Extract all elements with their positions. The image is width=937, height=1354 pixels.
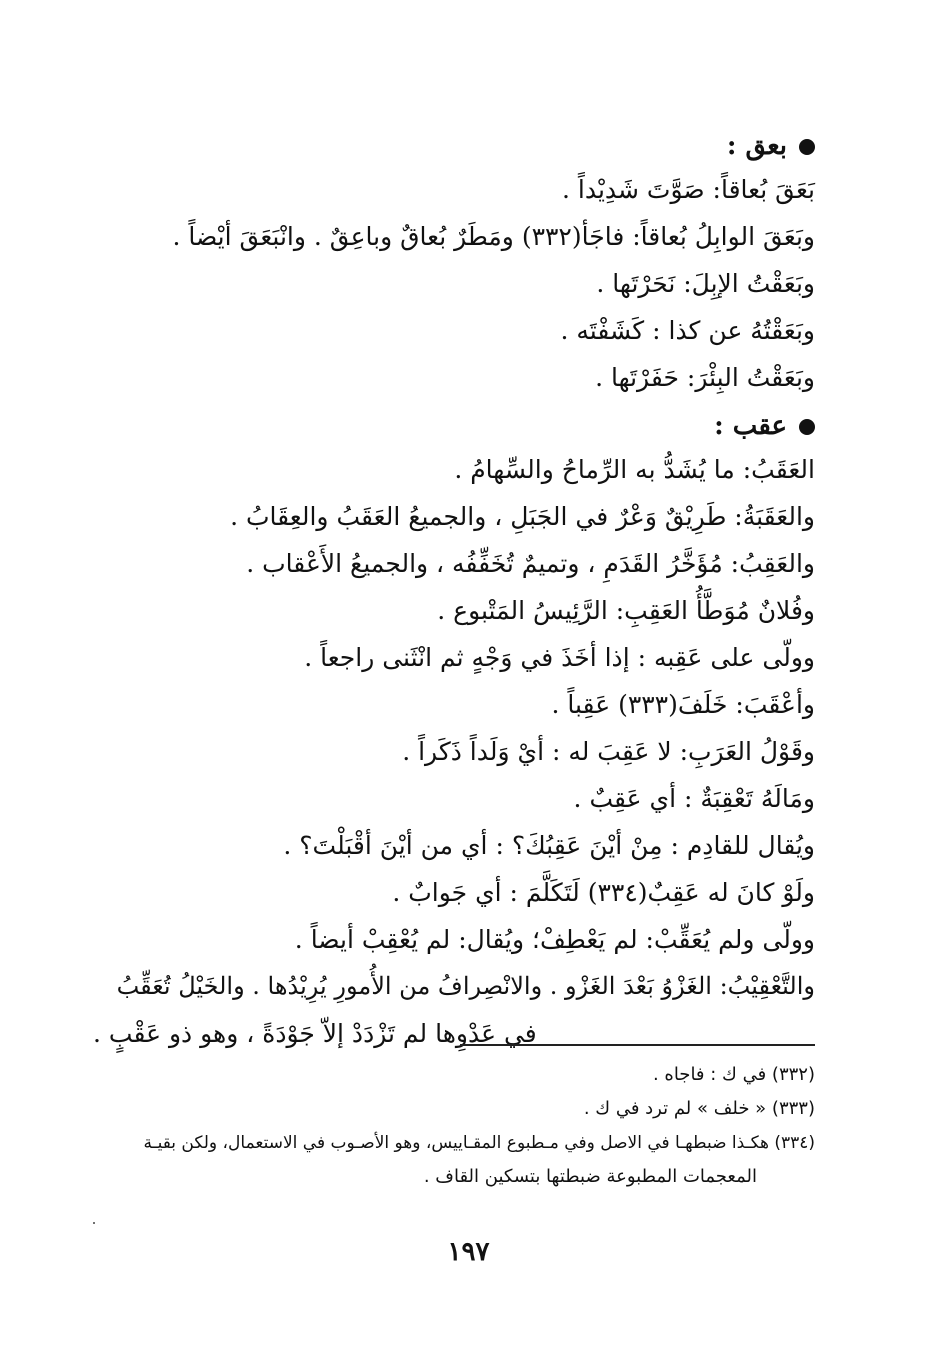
entry-line: ولَوْ كانَ له عَقِبٌ(٣٣٤) لَتَكَلَّمَ : أي جَوابٌ . [392, 878, 815, 907]
entry-line: وبَعَقْتُ الإبِلَ: نَحَرْتَها . [596, 269, 815, 298]
entry-heading [95, 128, 815, 164]
entry-line: وولّى على عَقِبه : إذا أخَذَ في وَجْهٍ ثم انْثَنى راجعاً . [304, 643, 815, 672]
entry-line: والعَقَبَةُ: طَرِيْقٌ وَعْرٌ في الجَبَلِ ، والجميعُ العَقَبُ والعِقَابُ . [230, 502, 815, 531]
entry-line: وولّى ولم يُعَقِّبْ: لم يَعْطِفْ؛ ويُقال: لم يُعْقِبْ أيضاً . [294, 925, 815, 954]
footnote: (٣٣٤) هكـذا ضبطهـا في الاصل وفي مـطبوع المقـاييس، وهو الأصـوب في الاستعمال، ولكن بقيـة [143, 1133, 815, 1153]
entry-heading-text: بعق : [726, 131, 787, 161]
entry-line: والعَقِبُ: مُؤَخَّرُ القَدَمِ ، وتميمٌ تُخَفِّفُه ، والجميعُ الأَعْقاب . [246, 549, 815, 578]
entry-line-text: في عَدْوِها لم تَزْدَدْ إلاّ جَوْدَةً ، وهو ذو عَقْبٍ . [93, 1019, 537, 1048]
entry-heading [95, 408, 815, 444]
entry-line: ويُقال للقادِم : مِنْ أيْنَ عَقِبُكَ؟ : أي من أيْنَ أقْبَلْتَ؟ . [283, 831, 815, 860]
footnote-separator [460, 1044, 815, 1046]
page-number: ١٩٧ [447, 1237, 490, 1267]
entry-heading-text: عقب : [714, 411, 787, 441]
footnotes [85, 1058, 815, 1194]
footnote: (٣٣٢) في ك : فاجاه . [652, 1064, 815, 1085]
entry-line: والتَّعْقِيْبُ: الغَزْوُ بَعْدَ الغَزْو . والانْصِرافُ من الأُمورِ يُرِيْدُها . والخَيْلُ تُعَقِّبُ [116, 972, 815, 1000]
footnote-continuation: المعجمات المطبوعة ضبطتها بتسكين القاف . [423, 1166, 757, 1187]
bullet-icon [799, 419, 815, 435]
entry-line: وبَعَقَ الوابِلُ بُعاقاً: فاجَأ(٣٣٢) ومَطَرٌ بُعاقٌ وباعِقٌ . وانْبَعَقَ أيْضاً . [172, 222, 815, 251]
bullet-icon [799, 139, 815, 155]
entry-line: وقَوْلُ العَرَبِ: لا عَقِبَ له : أيْ وَلَداً ذَكَراً . [402, 737, 815, 766]
entry-line: ومَالَهُ تَعْقِبَةٌ : أي عَقِبٌ . [573, 784, 815, 813]
entry-line: وبَعَقْتُ البِئْرَ: حَفَرْتَها . [595, 363, 815, 392]
entry-line: بَعَقَ بُعاقاً: صَوَّتَ شَدِيْداً . [561, 175, 815, 204]
entry-line: وبَعَقْتُهُ عن كذا : كَشَفْتَه . [560, 316, 815, 345]
entry-line: العَقَبُ: ما يُشَدُّ به الرِّماحُ والسِّهامُ . [454, 455, 815, 484]
entry-aqab [95, 408, 815, 1057]
entry-line: وفُلانٌ مُوَطَّأُ العَقِبِ: الرَّئِيسُ المَتْبوع . [437, 596, 815, 625]
entry-baaq [95, 128, 815, 401]
footnote: (٣٣٣) « خلف » لم ترد في ك . [583, 1098, 815, 1119]
scan-speck [93, 1222, 95, 1224]
entry-line: وأعْقَبَ: خَلَفَ(٣٣٣) عَقِباً . [551, 690, 815, 719]
entry-line [95, 1010, 815, 1057]
